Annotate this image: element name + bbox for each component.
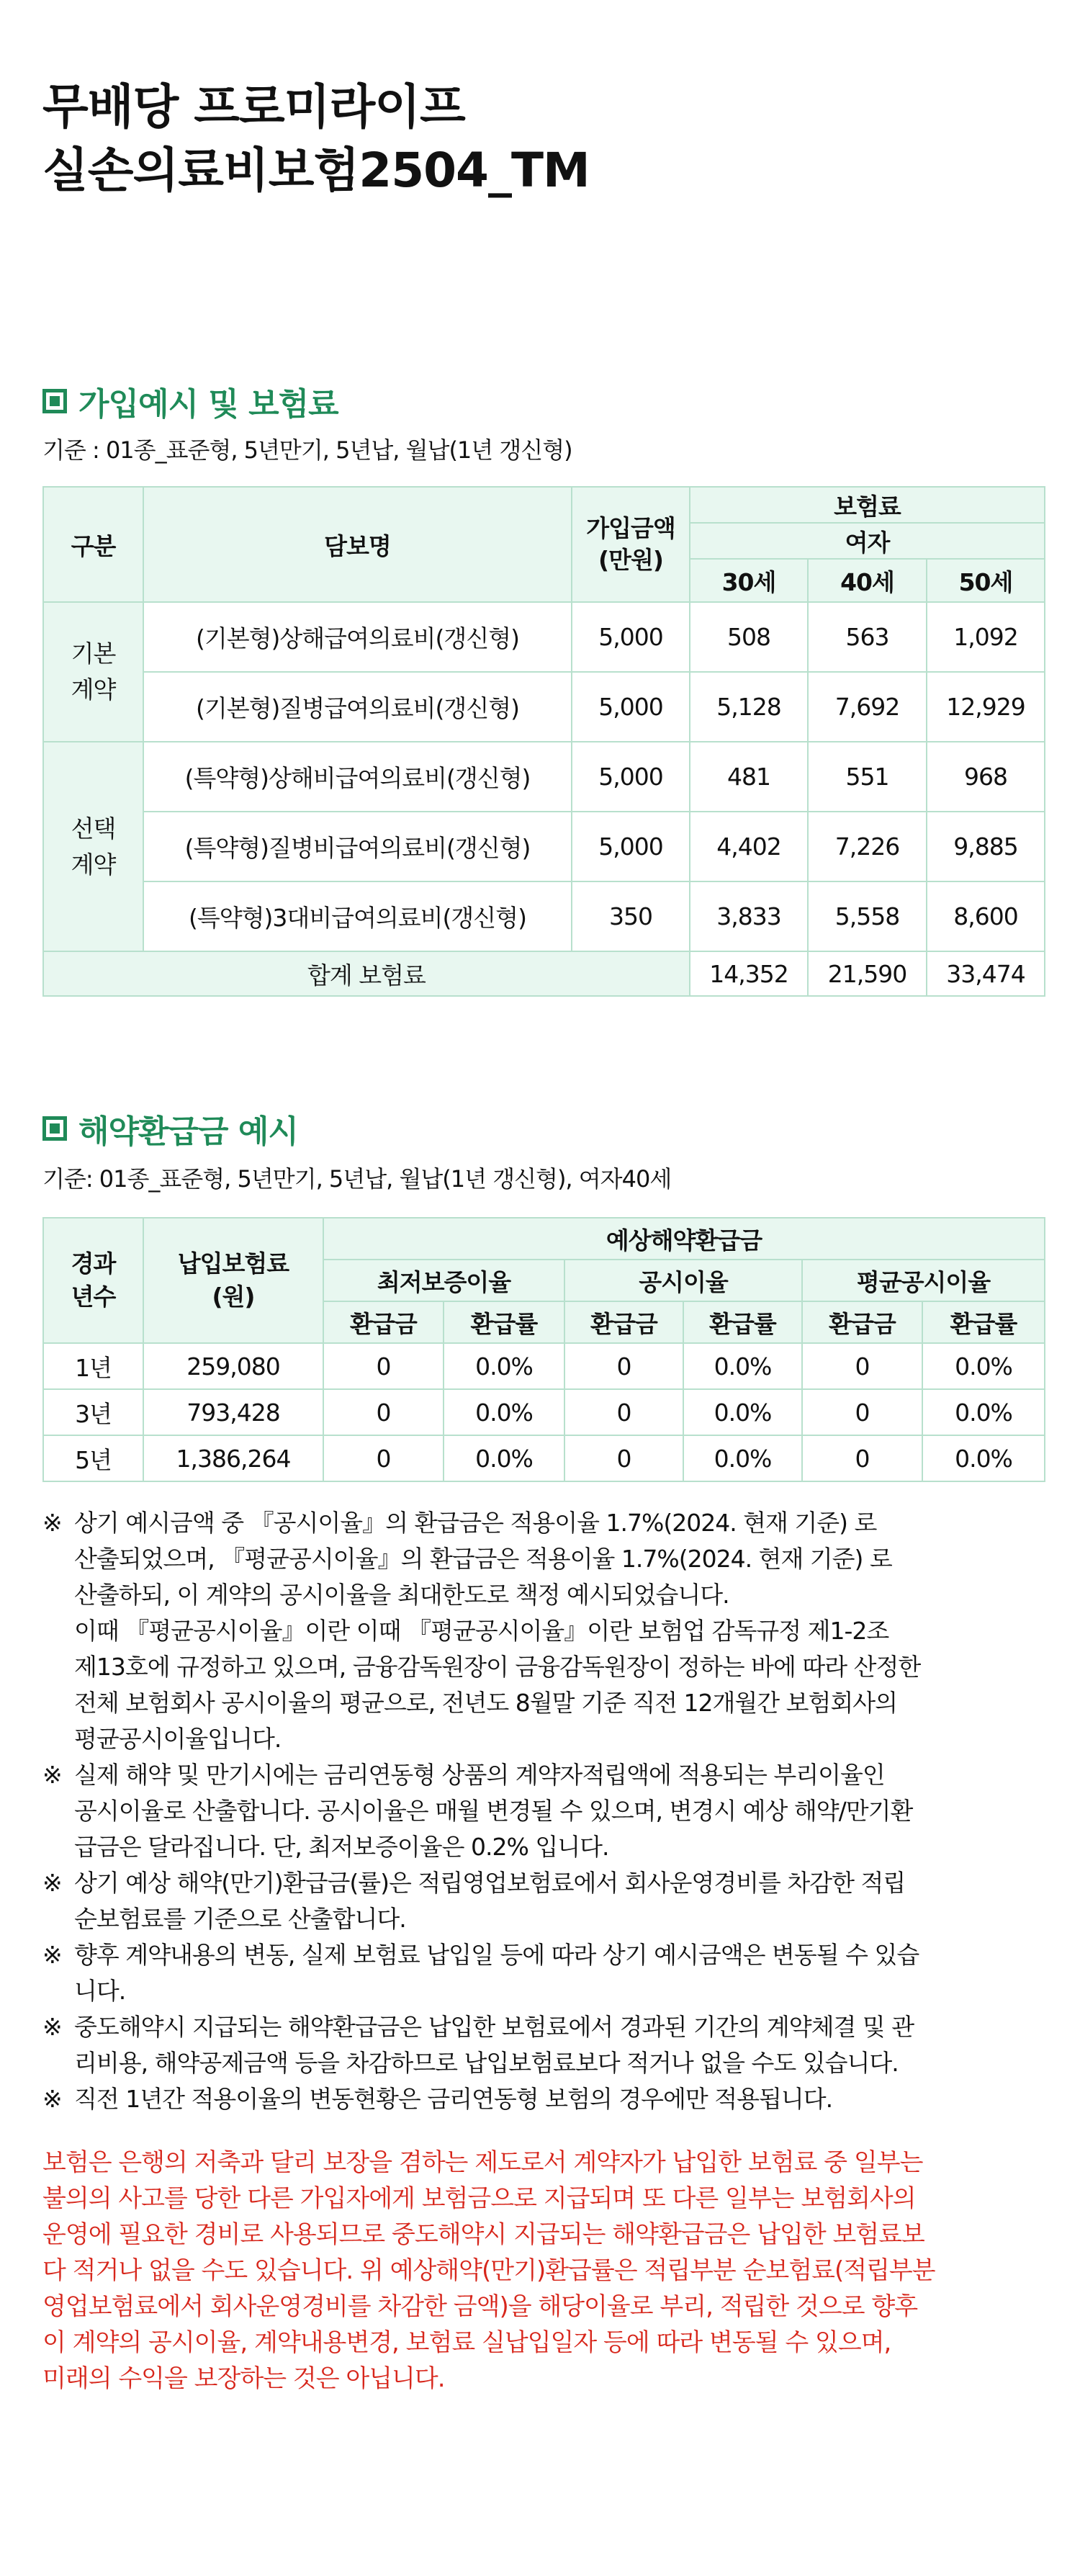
coverage-amount: 5,000 xyxy=(572,602,690,672)
coverage-amount: 5,000 xyxy=(572,812,690,881)
header-expected: 예상해약환급금 xyxy=(323,1218,1045,1260)
table-row xyxy=(43,1343,1045,1389)
refund-cell: 0 xyxy=(564,1389,683,1435)
refund-cell: 0 xyxy=(802,1343,922,1389)
premium-value: 563 xyxy=(808,602,927,672)
coverage-amount: 350 xyxy=(572,881,690,951)
refund-cell: 0 xyxy=(802,1389,922,1435)
header-elapsed: 경과 년수 xyxy=(43,1218,143,1343)
refund-cell: 0 xyxy=(802,1435,922,1481)
premium-value: 9,885 xyxy=(927,812,1045,881)
premium-value: 5,128 xyxy=(690,672,808,742)
header-refund-amount: 환급금 xyxy=(564,1301,683,1343)
elapsed-year: 5년 xyxy=(43,1435,143,1481)
table-row xyxy=(43,812,1045,881)
header-rate-average: 평균공시이율 xyxy=(802,1260,1045,1301)
total-value: 21,590 xyxy=(808,951,927,996)
group-label-optional: 선택 계약 xyxy=(43,742,143,951)
product-title-line-2: 실손의료비보험2504_TM xyxy=(42,143,590,198)
note-mark: ※ xyxy=(42,1869,62,1897)
premium-value: 8,600 xyxy=(927,881,1045,951)
notes-list xyxy=(42,1505,1050,2117)
coverage-name: (특약형)질병비급여의료비(갱신형) xyxy=(143,812,572,881)
refund-heading-text: 해약환급금 예시 xyxy=(78,1113,298,1150)
header-paid: 납입보험료 (원) xyxy=(143,1218,323,1343)
total-row xyxy=(43,951,1045,996)
note-text: 실제 해약 및 만기시에는 금리연동형 상품의 계약자적립액에 적용되는 부리이율인 공시이율로 산출합니다. 공시이율은 매월 변경될 수 있으며, 변경시 예상 해약/만기환 급금은 달라집니다. 단, 최저보증이율은 0.2% 입니다. xyxy=(74,1761,913,1861)
note-text: 상기 예상 해약(만기)환급금(률)은 적립영업보험료에서 회사운영경비를 차감한 적립 순보험료를 기준으로 산출합니다. xyxy=(74,1869,906,1933)
group-label-basic: 기본 계약 xyxy=(43,602,143,742)
refund-cell: 0 xyxy=(323,1343,444,1389)
note-mark: ※ xyxy=(42,1941,62,1969)
header-refund-amount: 환급금 xyxy=(802,1301,922,1343)
header-rate-public: 공시이율 xyxy=(564,1260,802,1301)
table-row xyxy=(43,602,1045,672)
premium-value: 508 xyxy=(690,602,808,672)
elapsed-year: 1년 xyxy=(43,1343,143,1389)
note-text: 상기 예시금액 중 『공시이율』의 환급금은 적용이율 1.7%(2024. 현재 기준) 로 산출되었으며, 『평균공시이율』의 환급금은 적용이율 1.7%(2024. 현재 기준) 로 산출하되, 이 계약의 공시이율을 최대한도로 책정 예시되었습니다. 이때 『평균공시이율』이란 이때 『평균공시이율』이란 보험업 감독규정 제1-2조 제13호에 규정하고 있으며, 금융감독원장이 금융감독원장이 정하는 바에 따라 산정한 전체 보험회사 공시이율의 평균으로, 전년도 8월말 기준 직전 12개월간 보험회사의 평균공시이율입니다. xyxy=(74,1509,921,1753)
paid-premium: 1,386,264 xyxy=(143,1435,323,1481)
premium-value: 4,402 xyxy=(690,812,808,881)
note-mark: ※ xyxy=(42,2013,62,2041)
coverage-name: (특약형)상해비급여의료비(갱신형) xyxy=(143,742,572,812)
premium-value: 5,558 xyxy=(808,881,927,951)
note-item xyxy=(42,1505,1050,1757)
refund-section-heading xyxy=(42,1105,298,1152)
header-category: 구분 xyxy=(43,487,143,602)
note-mark: ※ xyxy=(42,2085,62,2113)
coverage-amount: 5,000 xyxy=(572,742,690,812)
refund-cell: 0.0% xyxy=(683,1435,802,1481)
refund-cell: 0 xyxy=(323,1389,444,1435)
note-mark: ※ xyxy=(42,1761,62,1789)
table-row xyxy=(43,1389,1045,1435)
warning-text: 보험은 은행의 저축과 달리 보장을 겸하는 제도로서 계약자가 납입한 보험료 중 일부는 불의의 사고를 당한 다른 가입자에게 보험금으로 지급되며 또 다른 일부는 보험회사의 운영에 필요한 경비로 사용되므로 중도해약시 지급되는 해약환급금은 납입한 보험료보 다 적거나 없을 수도 있습니다. 위 예상해약(만기)환급률은 적립부분 순보험료(적립부분 영업보험료에서 회사운영경비를 차감한 금액)을 해당이율로 부리, 적립한 것으로 향후 이 계약의 공시이율, 계약내용변경, 보험료 실납입일자 등에 따라 변동될 수 있으며, 미래의 수익을 보장하는 것은 아닙니다. xyxy=(42,2148,935,2393)
product-title xyxy=(42,76,590,202)
premium-value: 3,833 xyxy=(690,881,808,951)
elapsed-year: 3년 xyxy=(43,1389,143,1435)
premium-value: 7,226 xyxy=(808,812,927,881)
refund-cell: 0.0% xyxy=(922,1435,1045,1481)
note-item xyxy=(42,2009,1050,2081)
header-rate-min: 최저보증이율 xyxy=(323,1260,564,1301)
refund-basis: 기준: 01종_표준형, 5년만기, 5년납, 월납(1년 갱신형), 여자40세 xyxy=(42,1165,672,1193)
header-refund-ratio: 환급률 xyxy=(922,1301,1045,1343)
header-refund-ratio: 환급률 xyxy=(444,1301,564,1343)
premium-value: 1,092 xyxy=(927,602,1045,672)
header-premium: 보험료 xyxy=(690,487,1045,523)
total-label: 합계 보험료 xyxy=(43,951,690,996)
refund-cell: 0.0% xyxy=(683,1343,802,1389)
note-text: 중도해약시 지급되는 해약환급금은 납입한 보험료에서 경과된 기간의 계약체결 및 관 리비용, 해약공제금액 등을 차감하므로 납입보험료보다 적거나 없을 수도 있습니다. xyxy=(74,2013,914,2077)
note-item xyxy=(42,2081,1050,2117)
note-item xyxy=(42,1865,1050,1937)
refund-cell: 0.0% xyxy=(444,1435,564,1481)
refund-cell: 0 xyxy=(323,1435,444,1481)
note-item xyxy=(42,1937,1050,2009)
refund-cell: 0 xyxy=(564,1435,683,1481)
header-age-40: 40세 xyxy=(808,559,927,602)
header-amount: 가입금액 (만원) xyxy=(572,487,690,602)
note-mark: ※ xyxy=(42,1509,62,1537)
note-item xyxy=(42,1757,1050,1865)
premium-heading-text: 가입예시 및 보험료 xyxy=(78,386,338,423)
total-value: 14,352 xyxy=(690,951,808,996)
header-refund-amount: 환급금 xyxy=(323,1301,444,1343)
square-bullet-icon xyxy=(42,389,67,413)
premium-table xyxy=(42,486,1045,997)
refund-table xyxy=(42,1217,1045,1482)
header-refund-ratio: 환급률 xyxy=(683,1301,802,1343)
premium-basis: 기준 : 01종_표준형, 5년만기, 5년납, 월납(1년 갱신형) xyxy=(42,436,572,464)
coverage-name: (기본형)상해급여의료비(갱신형) xyxy=(143,602,572,672)
note-text: 직전 1년간 적용이율의 변동현황은 금리연동형 보험의 경우에만 적용됩니다. xyxy=(74,2085,833,2113)
paid-premium: 259,080 xyxy=(143,1343,323,1389)
coverage-name: (기본형)질병급여의료비(갱신형) xyxy=(143,672,572,742)
note-text: 향후 계약내용의 변동, 실제 보험료 납입일 등에 따라 상기 예시금액은 변동될 수 있습 니다. xyxy=(74,1941,919,2005)
table-row xyxy=(43,742,1045,812)
table-row xyxy=(43,672,1045,742)
coverage-name: (특약형)3대비급여의료비(갱신형) xyxy=(143,881,572,951)
table-row xyxy=(43,881,1045,951)
premium-value: 968 xyxy=(927,742,1045,812)
paid-premium: 793,428 xyxy=(143,1389,323,1435)
premium-value: 481 xyxy=(690,742,808,812)
refund-cell: 0.0% xyxy=(922,1389,1045,1435)
refund-cell: 0 xyxy=(564,1343,683,1389)
refund-cell: 0.0% xyxy=(922,1343,1045,1389)
header-coverage: 담보명 xyxy=(143,487,572,602)
premium-value: 7,692 xyxy=(808,672,927,742)
header-age-30: 30세 xyxy=(690,559,808,602)
square-bullet-icon xyxy=(42,1116,67,1141)
total-value: 33,474 xyxy=(927,951,1045,996)
coverage-amount: 5,000 xyxy=(572,672,690,742)
product-title-line-1: 무배당 프로미라이프 xyxy=(42,79,465,135)
header-age-50: 50세 xyxy=(927,559,1045,602)
premium-value: 12,929 xyxy=(927,672,1045,742)
premium-section-heading xyxy=(42,378,338,424)
header-gender: 여자 xyxy=(690,523,1045,559)
table-row xyxy=(43,1435,1045,1481)
refund-cell: 0.0% xyxy=(683,1389,802,1435)
premium-value: 551 xyxy=(808,742,927,812)
refund-cell: 0.0% xyxy=(444,1389,564,1435)
refund-cell: 0.0% xyxy=(444,1343,564,1389)
